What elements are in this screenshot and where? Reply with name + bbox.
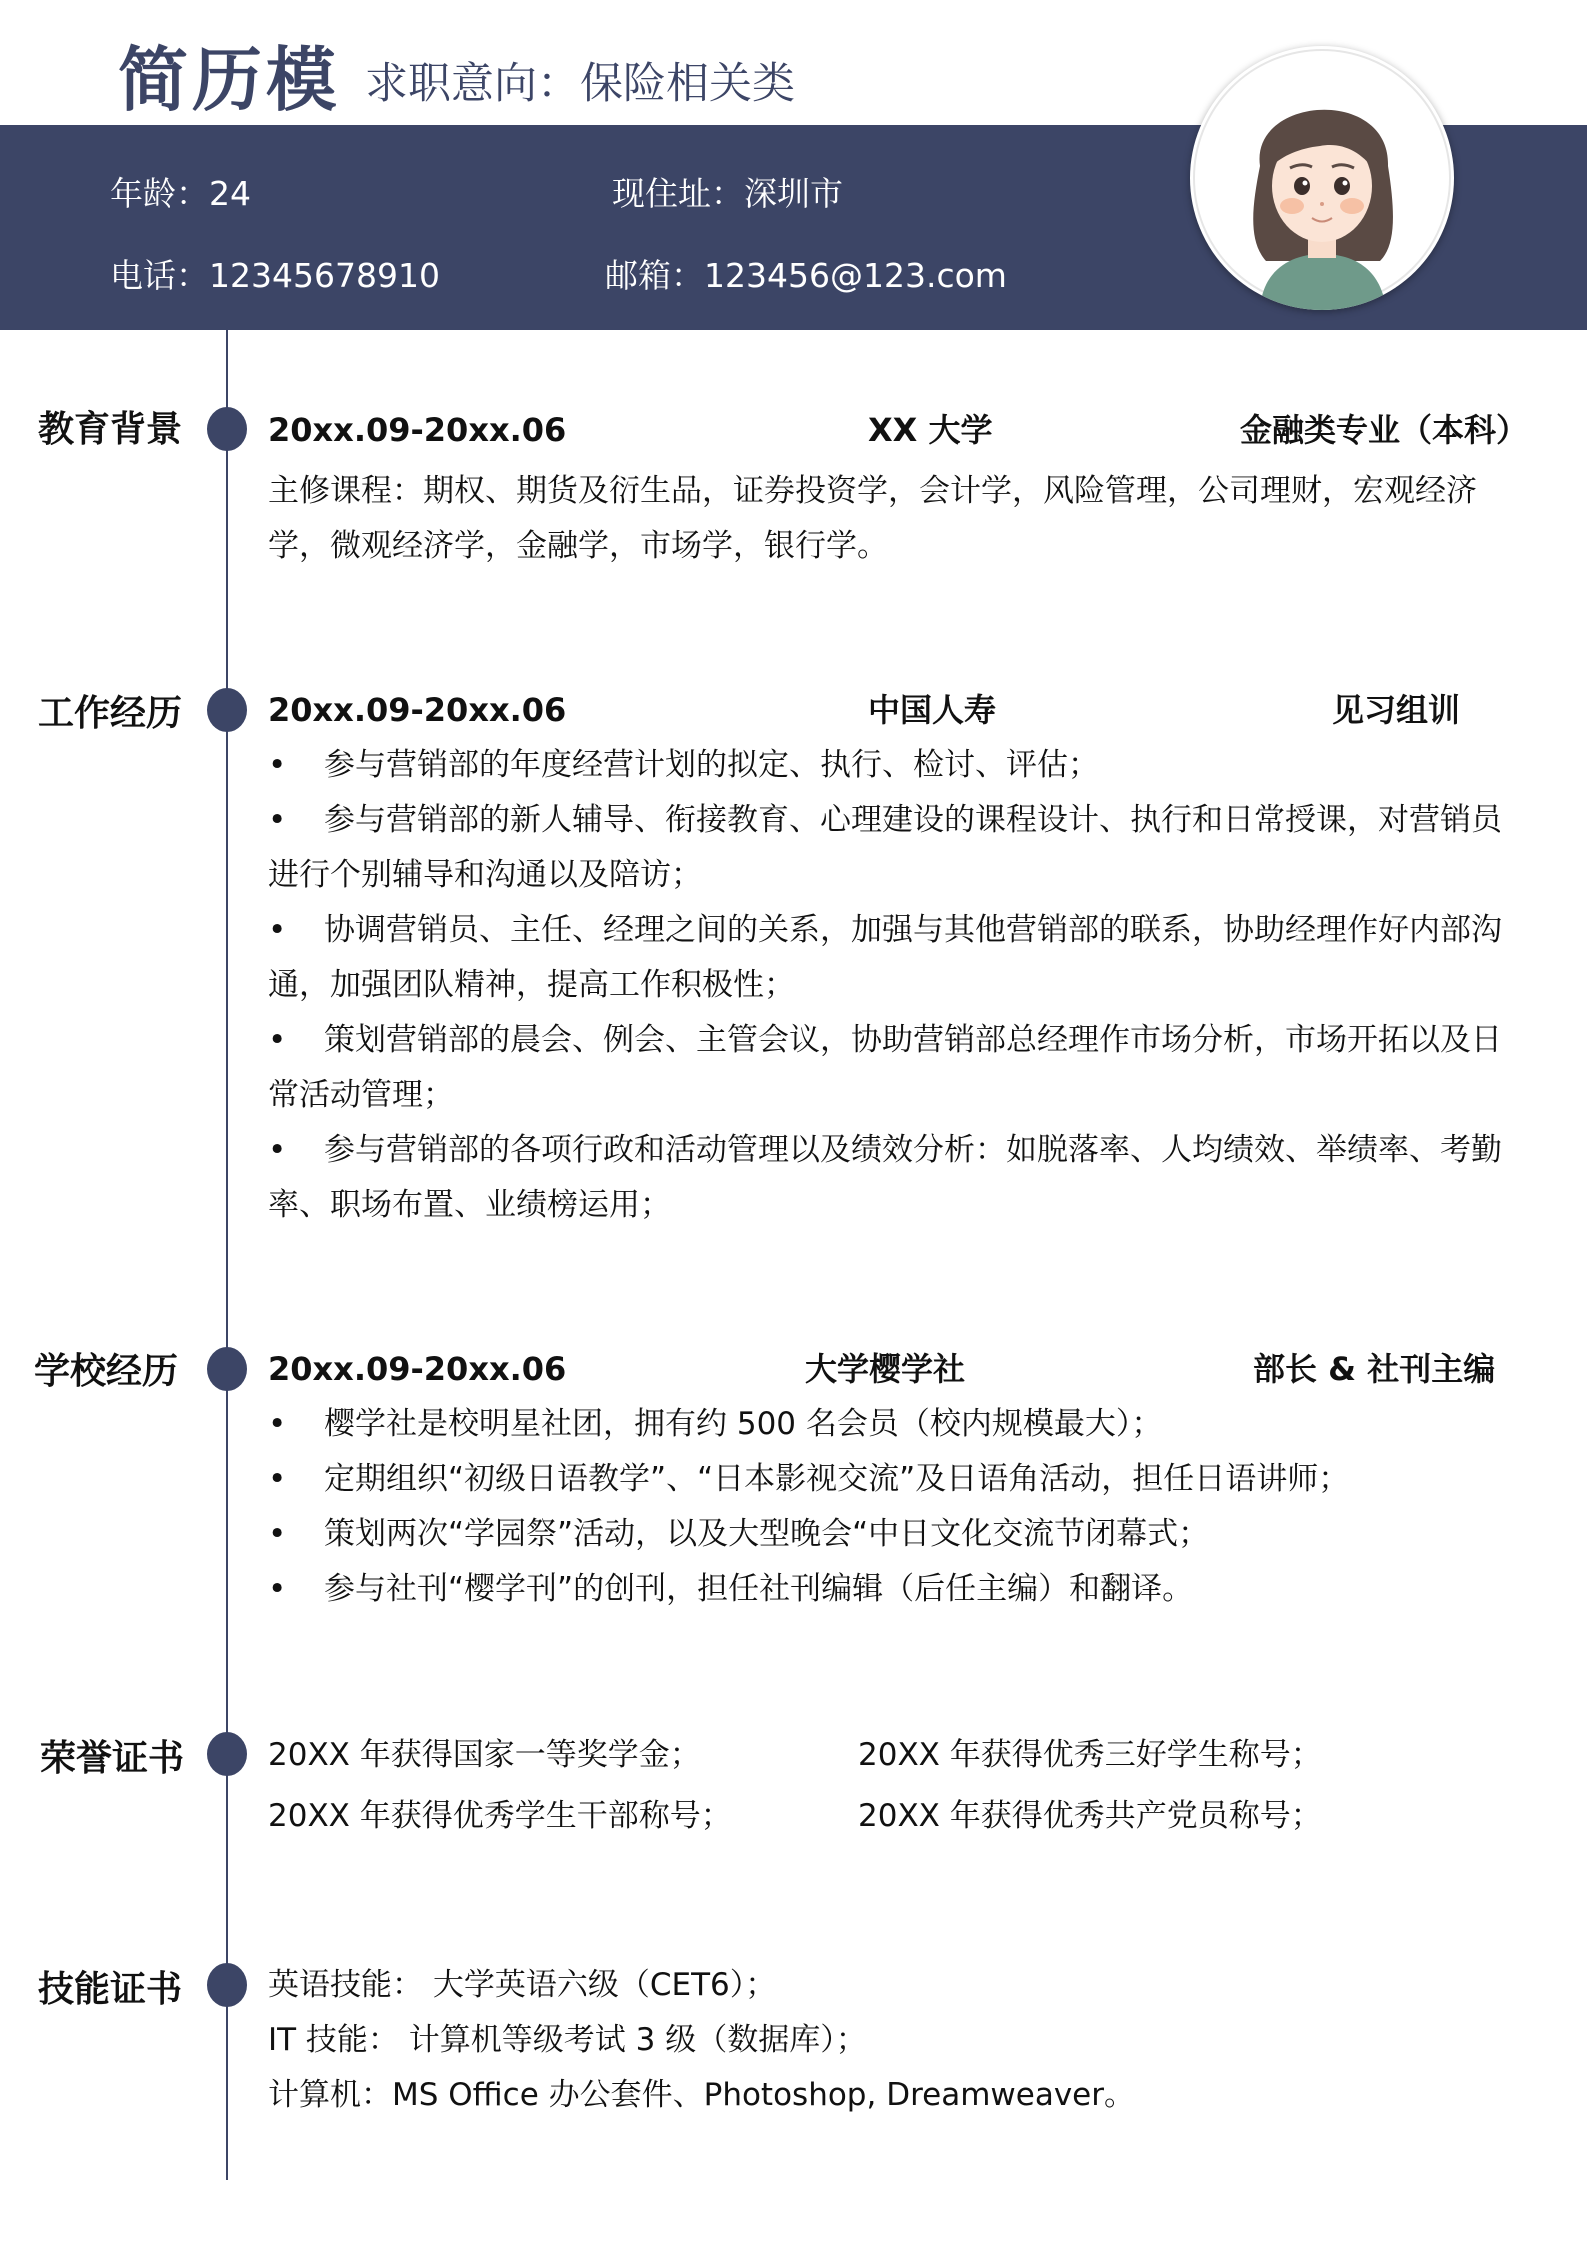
list-item: • 策划两次“学园祭”活动，以及大型晚会“中日文化交流节闭幕式； xyxy=(268,1507,1518,1562)
timeline-dot-icon xyxy=(207,688,247,732)
resume-title: 简历模 xyxy=(118,39,340,121)
list-item: • 定期组织“初级日语教学”、“日本影视交流”及日语角活动，担任日语讲师； xyxy=(268,1452,1518,1507)
bullet-icon: • xyxy=(268,912,287,948)
honor-item: 20XX 年获得优秀三好学生称号； xyxy=(858,1737,1322,1773)
work-duties-list xyxy=(268,738,1518,1233)
section-title-skills: 技能证书 xyxy=(38,1969,183,2010)
timeline-dot-icon xyxy=(207,1732,247,1776)
work-period: 20xx.09-20xx.06 xyxy=(268,691,567,729)
honor-item: 20XX 年获得国家一等奖学金； xyxy=(268,1737,701,1773)
list-item: • 樱学社是校明星社团，拥有约 500 名会员（校内规模最大）； xyxy=(268,1397,1518,1452)
list-item: • 参与营销部的各项行政和活动管理以及绩效分析：如脱落率、人均绩效、举绩率、考勤率、职场布置、业绩榜运用； xyxy=(268,1123,1518,1233)
bullet-icon: • xyxy=(268,1571,287,1607)
honor-item: 20XX 年获得优秀共产党员称号； xyxy=(858,1798,1322,1834)
education-school: XX 大学 xyxy=(868,411,993,449)
list-item: • 参与营销部的年度经营计划的拟定、执行、检讨、评估； xyxy=(268,738,1518,793)
education-major: 金融类专业（本科） xyxy=(1240,411,1529,449)
bullet-icon: • xyxy=(268,1406,287,1442)
list-item: • 协调营销员、主任、经理之间的关系，加强与其他营销部的联系，协助经理作好内部沟通，加强团队精神，提高工作积极性； xyxy=(268,903,1518,1013)
timeline-dot-icon xyxy=(207,1963,247,2007)
timeline-dot-icon xyxy=(207,407,247,451)
age-info: 年龄：24 xyxy=(110,174,251,213)
skill-item: 英语技能： 大学英语六级（CET6）； xyxy=(268,1967,777,2003)
list-item: • 参与社刊“樱学刊”的创刊，担任社刊编辑（后任主编）和翻译。 xyxy=(268,1562,1518,1617)
email-info: 邮箱：123456@123.com xyxy=(605,256,1007,295)
school-role: 部长 & 社刊主编 xyxy=(1253,1350,1496,1388)
school-organization: 大学樱学社 xyxy=(805,1350,966,1388)
school-period: 20xx.09-20xx.06 xyxy=(268,1350,567,1388)
job-intention: 求职意向：保险相关类 xyxy=(365,59,795,109)
section-title-work: 工作经历 xyxy=(38,693,183,734)
education-courses: 主修课程：期权、期货及衍生品，证券投资学，会计学，风险管理，公司理财，宏观经济学，微观经济学，金融学，市场学，银行学。 xyxy=(268,473,1477,564)
work-role: 见习组训 xyxy=(1332,691,1461,729)
timeline-dot-icon xyxy=(207,1347,247,1391)
phone-info: 电话：12345678910 xyxy=(110,256,440,295)
bullet-icon: • xyxy=(268,1132,287,1168)
skill-item: IT 技能： 计算机等级考试 3 级（数据库）； xyxy=(268,2022,867,2058)
school-activities-list xyxy=(268,1397,1518,1617)
section-title-education: 教育背景 xyxy=(38,409,183,450)
avatar xyxy=(1190,46,1454,310)
bullet-icon: • xyxy=(268,1461,287,1497)
list-item: • 策划营销部的晨会、例会、主管会议，协助营销部总经理作市场分析，市场开拓以及日常活动管理； xyxy=(268,1013,1518,1123)
bullet-icon: • xyxy=(268,1022,287,1058)
section-title-school: 学校经历 xyxy=(34,1351,179,1392)
avatar-illustration-icon xyxy=(1190,46,1454,310)
bullet-icon: • xyxy=(268,747,287,783)
bullet-icon: • xyxy=(268,1516,287,1552)
honor-item: 20XX 年获得优秀学生干部称号； xyxy=(268,1798,732,1834)
bullet-icon: • xyxy=(268,802,287,838)
skill-item: 计算机：MS Office 办公套件、Photoshop, Dreamweaver。 xyxy=(268,2077,1135,2113)
timeline-line xyxy=(226,330,228,2180)
section-title-honors: 荣誉证书 xyxy=(40,1738,185,1779)
work-company: 中国人寿 xyxy=(868,691,997,729)
address-info: 现住址：深圳市 xyxy=(612,174,843,213)
education-period: 20xx.09-20xx.06 xyxy=(268,411,567,449)
list-item: • 参与营销部的新人辅导、衔接教育、心理建设的课程设计、执行和日常授课，对营销员进行个别辅导和沟通以及陪访； xyxy=(268,793,1518,903)
